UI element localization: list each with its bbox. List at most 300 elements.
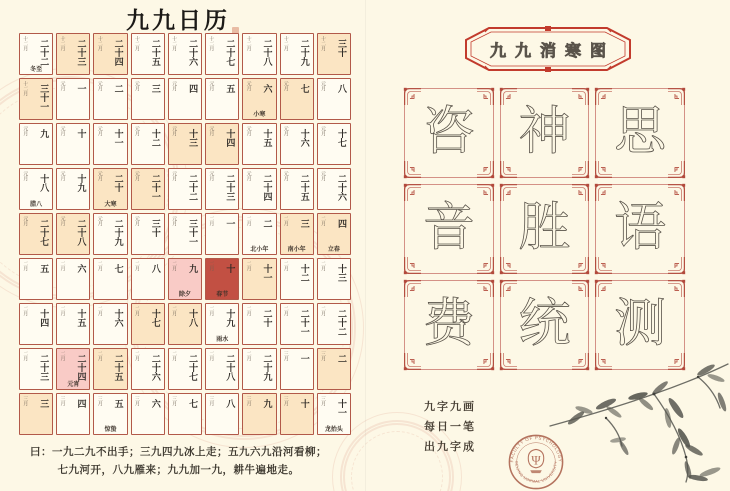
month-label: 二月 [59, 351, 65, 361]
month-label: 二月 [171, 351, 177, 361]
calendar-day-cell [56, 33, 90, 75]
month-label: 二月 [22, 306, 28, 316]
day-number: 二十五 [299, 174, 310, 201]
corner-ornament-icon [668, 87, 686, 105]
corner-ornament-icon [668, 353, 686, 371]
day-number: 九 [39, 129, 50, 138]
calendar-day-cell [19, 78, 53, 120]
calendar-day-cell [317, 168, 351, 210]
calendar-title [0, 2, 365, 35]
calendar-day-cell [280, 123, 314, 165]
calendar-day-cell [280, 78, 314, 120]
month-label: 元月 [171, 126, 177, 136]
calendar-day-cell [317, 348, 351, 390]
festival-label: 春节 [216, 292, 229, 298]
day-number: 十六 [299, 129, 310, 147]
calendar-day-cell [168, 348, 202, 390]
corner-ornament-icon [477, 183, 495, 201]
calendar-day-cell [131, 348, 165, 390]
month-label: 元月 [22, 126, 28, 136]
festival-label: 雨水 [216, 337, 229, 343]
calendar-day-cell [93, 303, 127, 345]
calendar-day-cell [242, 78, 276, 120]
note-line: 每日一笔 [424, 420, 476, 433]
character-cell [404, 184, 494, 274]
corner-ornament-icon [572, 161, 590, 179]
character-cell [595, 280, 685, 370]
calendar-day-cell [93, 258, 127, 300]
calendar-day-cell [19, 213, 53, 255]
month-label: 十二月 [171, 36, 177, 51]
stroke-character: 统 [518, 296, 571, 353]
day-number: 二十二 [39, 39, 50, 66]
corner-ornament-icon [477, 279, 495, 297]
month-label: 元月 [282, 81, 288, 91]
day-number: 二十四 [113, 39, 124, 66]
month-label: 元月 [22, 216, 28, 226]
calendar-day-cell [242, 393, 276, 435]
day-number: 十五 [262, 129, 273, 147]
character-cell [595, 184, 685, 274]
corner-ornament-icon [499, 257, 517, 275]
day-number: 一 [225, 219, 236, 228]
calendar-day-cell [131, 303, 165, 345]
month-label: 三月 [59, 396, 65, 406]
day-number: 二十 [113, 174, 124, 192]
calendar-day-cell [168, 123, 202, 165]
corner-ornament-icon [477, 87, 495, 105]
day-number: 十九 [225, 309, 236, 327]
corner-ornament-icon [572, 353, 590, 371]
month-label: 元月 [282, 126, 288, 136]
day-number: 三 [39, 399, 50, 408]
day-number: 三 [150, 84, 161, 93]
month-label: 二月 [245, 216, 251, 226]
calendar-day-cell [280, 303, 314, 345]
month-label: 元月 [320, 126, 326, 136]
stroke-character: 咨 [422, 104, 475, 161]
festival-label: 北小年 [250, 247, 269, 253]
month-label: 元月 [133, 81, 139, 91]
seal-bottom-text: BEIJING NORMAL UNIVERSITY [514, 461, 558, 484]
character-cell [404, 280, 494, 370]
stroke-character: 音 [422, 200, 475, 257]
month-label: 元月 [59, 216, 65, 226]
calendar-day-cell [317, 78, 351, 120]
calendar-day-cell [317, 33, 351, 75]
month-label: 二月 [96, 261, 102, 271]
day-number: 十七 [336, 129, 347, 147]
month-label: 元月 [96, 126, 102, 136]
month-label: 三月 [245, 396, 251, 406]
stroke-character: 思 [614, 104, 667, 161]
calendar-day-cell [168, 303, 202, 345]
calendar-day-cell [93, 168, 127, 210]
day-number: 十八 [188, 309, 199, 327]
seal-psi-symbol: Ψ [531, 453, 541, 468]
calendar-day-cell [131, 393, 165, 435]
festival-label: 除夕 [178, 292, 191, 298]
day-number: 四 [188, 84, 199, 93]
month-label: 三月 [282, 351, 288, 361]
day-number: 十八 [39, 174, 50, 192]
day-number: 二 [336, 354, 347, 363]
calendar-day-cell [131, 258, 165, 300]
calendar-day-cell [168, 168, 202, 210]
day-number: 六 [150, 399, 161, 408]
day-number: 十一 [113, 129, 124, 147]
character-cell [500, 88, 590, 178]
corner-ornament-icon [594, 353, 612, 371]
chart-title: 九九消寒图 [489, 42, 615, 60]
month-label: 十二月 [245, 36, 251, 51]
day-number: 二十六 [336, 174, 347, 201]
month-label: 元月 [208, 171, 214, 181]
calendar-day-cell [168, 33, 202, 75]
month-label: 元月 [171, 81, 177, 91]
month-label: 元月 [96, 81, 102, 91]
corner-ornament-icon [403, 161, 421, 179]
month-label: 二月 [22, 351, 28, 361]
month-label: 元月 [245, 171, 251, 181]
day-number: 十 [299, 399, 310, 408]
month-label: 二月 [320, 216, 326, 226]
nine-nines-song [0, 444, 357, 481]
day-number: 二十三 [225, 174, 236, 201]
month-label: 十二月 [96, 36, 102, 51]
day-number: 八 [336, 84, 347, 93]
calendar-day-cell [205, 78, 239, 120]
calendar-day-cell [93, 33, 127, 75]
corner-ornament-icon [668, 183, 686, 201]
month-label: 三月 [320, 396, 326, 406]
month-label: 三月 [22, 396, 28, 406]
corner-ornament-icon [403, 87, 421, 105]
month-label: 元月 [59, 171, 65, 181]
corner-ornament-icon [594, 161, 612, 179]
month-label: 二月 [171, 261, 177, 271]
corner-ornament-icon [499, 353, 517, 371]
calendar-day-cell [19, 393, 53, 435]
day-number: 二十五 [150, 39, 161, 66]
calendar-day-cell [93, 348, 127, 390]
day-number: 五 [113, 399, 124, 408]
day-number: 二十九 [113, 219, 124, 246]
day-number: 四 [76, 399, 87, 408]
day-number: 二十七 [225, 39, 236, 66]
month-label: 二月 [96, 351, 102, 361]
calendar-day-cell [131, 33, 165, 75]
month-label: 元月 [133, 216, 139, 226]
day-number: 十三 [336, 264, 347, 282]
month-label: 二月 [133, 306, 139, 316]
calendar-day-cell [19, 168, 53, 210]
month-label: 元月 [282, 171, 288, 181]
festival-label: 元宵 [67, 382, 80, 388]
corner-ornament-icon [499, 279, 517, 297]
day-number: 二十九 [262, 354, 273, 381]
character-grid [404, 88, 685, 370]
day-number: 十六 [113, 309, 124, 327]
month-label: 十二月 [22, 81, 28, 96]
month-label: 二月 [245, 261, 251, 271]
calendar-day-cell [242, 258, 276, 300]
calendar-day-cell [56, 123, 90, 165]
day-number: 一 [299, 354, 310, 363]
month-label: 十二月 [282, 36, 288, 51]
month-label: 十二月 [59, 36, 65, 51]
note-line: 九字九画 [424, 401, 476, 413]
day-number: 七 [113, 264, 124, 273]
character-cell [500, 280, 590, 370]
day-number: 十五 [76, 309, 87, 327]
calendar-day-cell [93, 213, 127, 255]
calendar-day-cell [168, 213, 202, 255]
festival-label: 小寒 [253, 112, 266, 118]
month-label: 元月 [171, 171, 177, 181]
day-number: 三十 [336, 39, 347, 57]
month-label: 二月 [208, 216, 214, 226]
month-label: 二月 [59, 306, 65, 316]
day-number: 二十三 [39, 354, 50, 381]
corner-ornament-icon [572, 87, 590, 105]
corner-ornament-icon [499, 161, 517, 179]
day-number: 三十 [150, 219, 161, 237]
calendar-day-cell [56, 258, 90, 300]
calendar-day-cell [280, 213, 314, 255]
calendar-day-cell [56, 303, 90, 345]
month-label: 十二月 [22, 36, 28, 51]
day-number: 三十一 [188, 219, 199, 246]
corner-ornament-icon [572, 279, 590, 297]
corner-ornament-icon [499, 183, 517, 201]
corner-ornament-icon [403, 353, 421, 371]
calendar-day-cell [19, 258, 53, 300]
calendar-day-cell [205, 348, 239, 390]
calendar-day-cell [205, 33, 239, 75]
calendar-day-cell [205, 168, 239, 210]
day-number: 六 [76, 264, 87, 273]
month-label: 元月 [208, 81, 214, 91]
calendar-day-cell [19, 33, 53, 75]
festival-label: 龙抬头 [324, 427, 343, 433]
month-label: 元月 [245, 126, 251, 136]
calendar-day-cell [93, 393, 127, 435]
month-label: 二月 [171, 306, 177, 316]
month-label: 二月 [133, 261, 139, 271]
corner-ornament-icon [668, 279, 686, 297]
festival-label: 惊蛰 [104, 427, 117, 433]
day-number: 二 [113, 84, 124, 93]
month-label: 元月 [22, 171, 28, 181]
day-number: 二十四 [76, 354, 87, 381]
note-line: 出九字成 [424, 440, 476, 453]
day-number: 二十 [262, 309, 273, 327]
corner-ornament-icon [572, 183, 590, 201]
calendar-day-cell [317, 303, 351, 345]
calendar-day-cell [93, 123, 127, 165]
day-number: 二十一 [150, 174, 161, 201]
corner-ornament-icon [594, 279, 612, 297]
month-label: 元月 [59, 126, 65, 136]
month-label: 二月 [245, 351, 251, 361]
calendar-day-cell [242, 303, 276, 345]
calendar-day-cell [317, 123, 351, 165]
calendar-day-cell [131, 213, 165, 255]
song-line: 曰：一九二九不出手；三九四九冰上走；五九六九沿河看柳； [30, 447, 327, 458]
day-number: 二十六 [188, 39, 199, 66]
corner-ornament-icon [403, 183, 421, 201]
stroke-character: 测 [614, 296, 667, 353]
day-number: 五 [39, 264, 50, 273]
day-number: 十二 [299, 264, 310, 282]
calendar-day-cell [168, 78, 202, 120]
month-label: 元月 [133, 171, 139, 181]
month-label: 二月 [282, 306, 288, 316]
stroke-character: 费 [422, 296, 475, 353]
stroke-character: 语 [614, 200, 667, 257]
festival-label: 立春 [327, 247, 340, 253]
calendar-day-cell [317, 213, 351, 255]
corner-ornament-icon [594, 183, 612, 201]
university-seal-stamp [507, 433, 565, 491]
month-label: 二月 [208, 306, 214, 316]
month-label: 二月 [133, 351, 139, 361]
day-number: 三 [299, 219, 310, 228]
day-number: 十七 [150, 309, 161, 327]
seal-top-text: FACULTY OF PSYCHOLOGY [509, 435, 563, 463]
corner-ornament-icon [668, 257, 686, 275]
calendar-day-cell [19, 348, 53, 390]
month-label: 元月 [171, 216, 177, 226]
day-number: 二十三 [76, 39, 87, 66]
day-number: 二十九 [299, 39, 310, 66]
day-number: 九 [262, 399, 273, 408]
day-number: 四 [336, 219, 347, 228]
calendar-day-cell [56, 393, 90, 435]
calendar-day-cell [242, 33, 276, 75]
month-label: 三月 [320, 351, 326, 361]
character-cell [500, 184, 590, 274]
day-number: 六 [262, 84, 273, 93]
calendar-day-cell [19, 123, 53, 165]
day-number: 九 [188, 264, 199, 273]
calendar-title-text: 九九日历 [126, 8, 230, 33]
calendar-day-cell [205, 303, 239, 345]
calendar-day-cell [205, 123, 239, 165]
day-number: 二十二 [188, 174, 199, 201]
day-number: 二十七 [188, 354, 199, 381]
day-number: 十九 [76, 174, 87, 192]
corner-ornament-icon [572, 257, 590, 275]
month-label: 元月 [320, 171, 326, 181]
calendar-day-cell [168, 258, 202, 300]
month-label: 元月 [96, 171, 102, 181]
month-label: 二月 [96, 306, 102, 316]
calendar-day-cell [131, 168, 165, 210]
day-number: 十一 [336, 399, 347, 417]
day-number: 二十一 [299, 309, 310, 336]
day-number: 八 [150, 264, 161, 273]
calendar-day-cell [242, 123, 276, 165]
calendar-day-cell [56, 168, 90, 210]
calendar-day-cell [56, 213, 90, 255]
month-label: 二月 [282, 261, 288, 271]
calendar-day-cell [19, 303, 53, 345]
calendar-day-cell [93, 78, 127, 120]
festival-label: 南小年 [287, 247, 306, 253]
month-label: 十二月 [208, 36, 214, 51]
day-number: 十三 [188, 129, 199, 147]
day-number: 八 [225, 399, 236, 408]
month-label: 三月 [133, 396, 139, 406]
day-number: 十一 [262, 264, 273, 282]
day-number: 七 [299, 84, 310, 93]
month-label: 元月 [245, 81, 251, 91]
day-number: 二十六 [150, 354, 161, 381]
day-number: 七 [188, 399, 199, 408]
calendar-day-cell [131, 123, 165, 165]
stroke-character: 神 [518, 104, 571, 161]
festival-label: 腊八 [30, 202, 43, 208]
day-number: 二十八 [225, 354, 236, 381]
day-number: 十二 [150, 129, 161, 147]
festival-label: 冬至 [30, 67, 43, 73]
calendar-day-cell [205, 213, 239, 255]
corner-ornament-icon [594, 257, 612, 275]
song-line: 七九河开，八九雁来；九九加一九，耕牛遍地走。 [57, 465, 300, 477]
calendar-day-cell [280, 33, 314, 75]
day-number: 二十八 [262, 39, 273, 66]
calendar-day-cell [205, 393, 239, 435]
month-label: 三月 [208, 396, 214, 406]
calendar-day-cell [280, 393, 314, 435]
month-label: 二月 [282, 216, 288, 226]
month-label: 元月 [208, 126, 214, 136]
day-number: 十 [225, 264, 236, 273]
month-label: 二月 [320, 306, 326, 316]
month-label: 三月 [171, 396, 177, 406]
month-label: 十二月 [320, 36, 326, 51]
day-number: 三十一 [39, 84, 50, 111]
calendar-day-cell [205, 258, 239, 300]
month-label: 三月 [282, 396, 288, 406]
calendar-day-cell [56, 78, 90, 120]
calendar-day-cell [56, 348, 90, 390]
month-label: 二月 [59, 261, 65, 271]
month-label: 二月 [320, 261, 326, 271]
calendar-day-cell [280, 168, 314, 210]
day-number: 十四 [225, 129, 236, 147]
day-number: 二十四 [262, 174, 273, 201]
calendar-day-cell [280, 348, 314, 390]
corner-ornament-icon [594, 87, 612, 105]
calendar-day-cell [242, 213, 276, 255]
calendar-day-cell [317, 258, 351, 300]
calendar-grid [19, 33, 351, 435]
corner-ornament-icon [403, 279, 421, 297]
month-label: 元月 [320, 81, 326, 91]
seal-ribbon-icon [530, 470, 542, 473]
month-label: 二月 [245, 306, 251, 316]
corner-ornament-icon [668, 161, 686, 179]
day-number: 二十八 [76, 219, 87, 246]
day-number: 二十二 [336, 309, 347, 336]
ink-branch-illustration [548, 352, 730, 491]
corner-ornament-icon [477, 257, 495, 275]
day-number: 十 [76, 129, 87, 138]
calendar-day-cell [242, 168, 276, 210]
